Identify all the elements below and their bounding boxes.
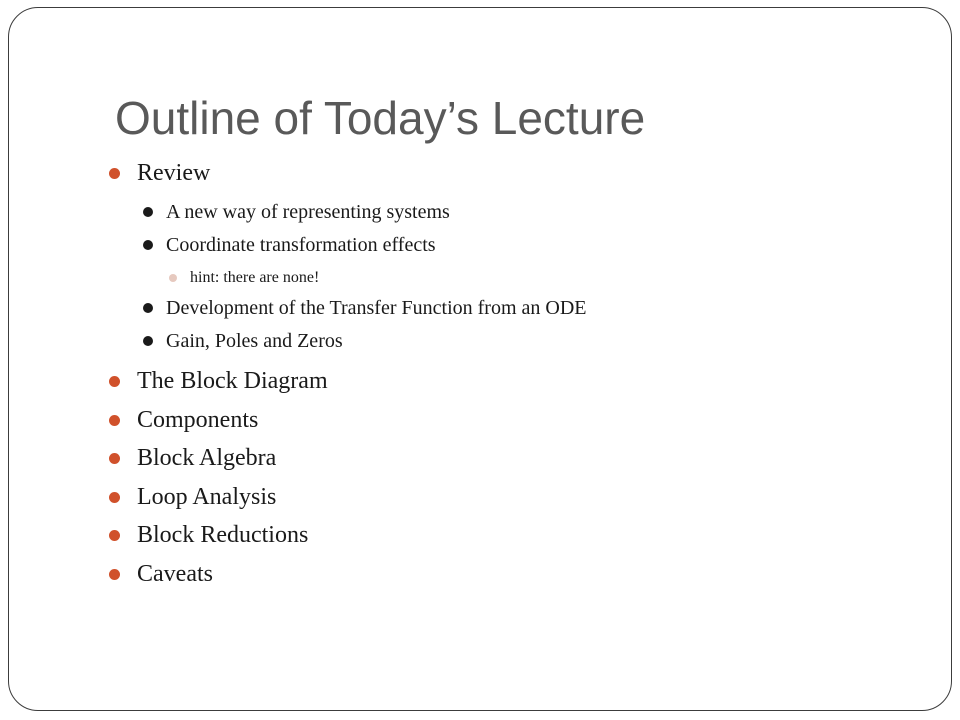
bullet-coordinate-transformation — [166, 232, 436, 258]
bullet-text: The Block Diagram — [137, 368, 328, 394]
bullet-dot — [143, 303, 153, 313]
slide-title: Outline of Today’s Lecture — [115, 92, 646, 144]
bullet-text: A new way of representing systems — [166, 201, 450, 223]
bullet-text: Review — [137, 160, 211, 186]
bullet-dot — [143, 207, 153, 217]
bullet-dot — [109, 453, 120, 464]
bullet-dot — [109, 492, 120, 503]
bullet-text: Caveats — [137, 561, 213, 587]
bullet-text: Block Algebra — [137, 445, 277, 471]
bullet-transfer-function — [166, 295, 586, 321]
bullet-dot — [109, 530, 120, 541]
bullet-text: Gain, Poles and Zeros — [166, 330, 343, 352]
bullet-dot — [143, 240, 153, 250]
bullet-text: Loop Analysis — [137, 484, 277, 510]
bullet-text: Coordinate transformation effects — [166, 234, 436, 256]
bullet-text: Components — [137, 407, 259, 433]
bullet-dot — [143, 336, 153, 346]
bullet-new-representation — [166, 199, 450, 225]
bullet-dot — [109, 168, 120, 179]
bullet-block-algebra — [137, 443, 276, 473]
bullet-dot — [109, 376, 120, 387]
bullet-loop-analysis — [137, 482, 276, 512]
bullet-dot — [109, 415, 120, 426]
bullet-components — [137, 405, 258, 435]
slide-frame — [8, 7, 952, 711]
bullet-block-reductions — [137, 520, 308, 550]
bullet-hint — [190, 267, 319, 289]
bullet-dot — [169, 274, 177, 282]
bullet-block-diagram — [137, 366, 328, 396]
bullet-dot — [109, 569, 120, 580]
bullet-gain-poles-zeros — [166, 328, 343, 354]
bullet-text: hint: there are none! — [190, 269, 320, 286]
bullet-review — [137, 158, 210, 188]
bullet-caveats — [137, 559, 213, 589]
bullet-text: Block Reductions — [137, 522, 309, 548]
bullet-text: Development of the Transfer Function from an ODE — [166, 297, 587, 319]
